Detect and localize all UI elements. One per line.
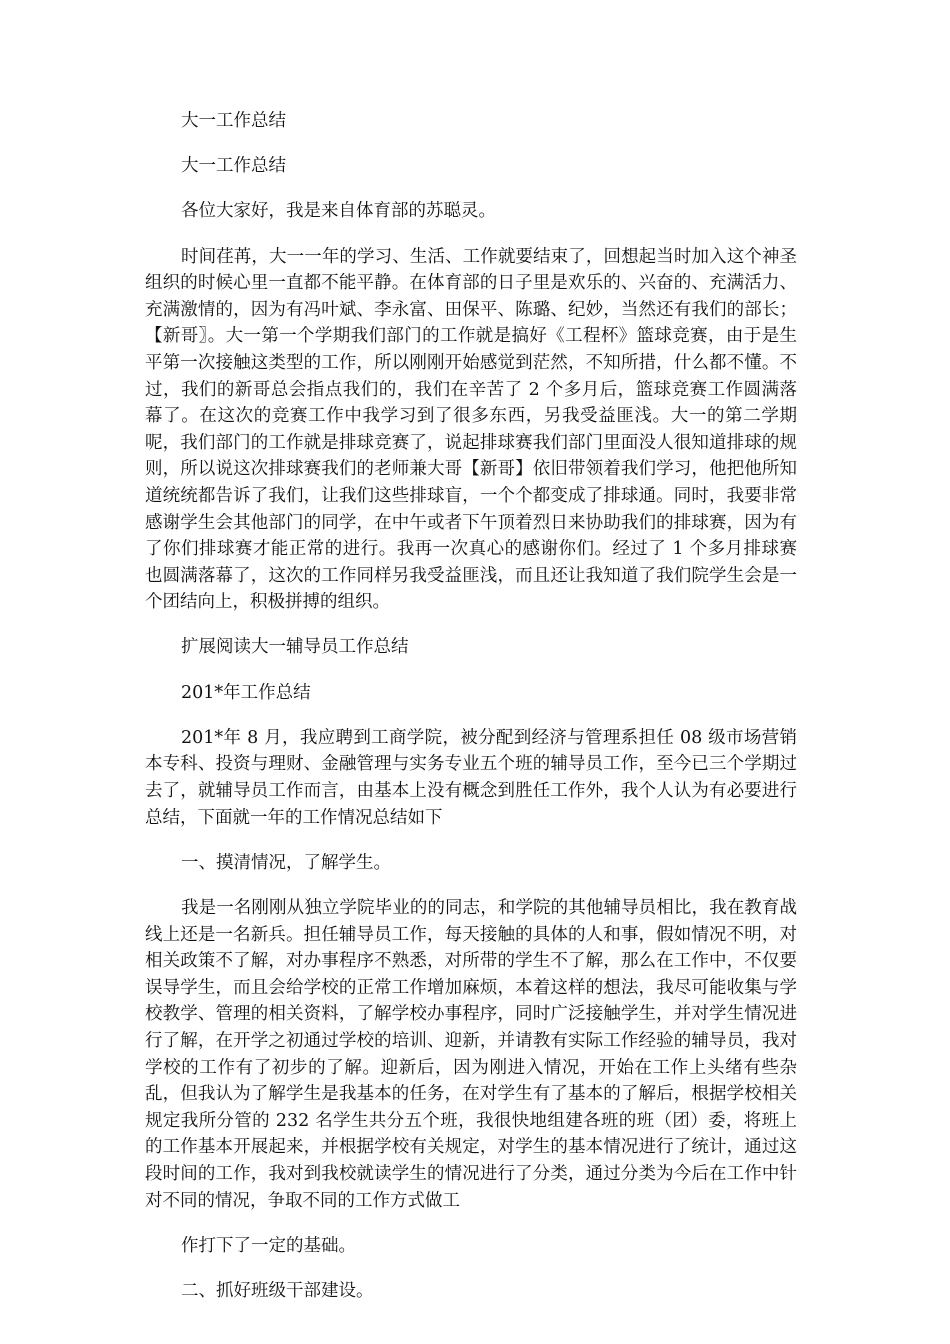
- section-title: 大一工作总结: [181, 156, 286, 177]
- body-paragraph: 我是一名刚刚从独立学院毕业的的同志，和学院的其他辅导员相比，我在教育战线上还是一名新兵。担任辅导员工作，每天接触的具体的人和事，假如情况不明，对相关政策不了解，对办事程序不熟悉，对所带的学生不了解，那么在工作中，不仅要误导学生，而且会给学校的正常工作增加麻烦，本着这样的想法，我尽可能收集与学校教学、管理的相关资料，了解学校办事程序，同时广泛接触学生，并对学生情况进行了解，在开学之初通过学校的培训、迎新，并请教有实际工作经验的辅导员，我对学校的工作有了初步的了解。迎新后，因为刚进入情况，开始在工作上头绪有些杂乱，但我认为了解学生是我基本的任务，在对学生有了基本的了解后，根据学校相关规定我所分管的 232 名学生共分五个班，我很快地组建各班的班（团）委，将班上的工作基本开展起来，并根据学校有关规定，对学生的基本情况进行了统计，通过这段时间的工作，我对到我校就读学生的情况进行了分类，通过分类为今后在工作中针对不同的情况，争取不同的工作方式做工: [145, 898, 797, 1211]
- body-paragraph: 时间荏苒，大一一年的学习、生活、工作就要结束了，回想起当时加入这个神圣组织的时候心里一直都不能平静。在体育部的日子里是欢乐的、兴奋的、充满活力、充满激情的，因为有冯叶斌、李永富、田保平、陈璐、纪妙，当然还有我们的部长；【新哥〗。大一第一个学期我们部门的工作就是搞好《工程杯》篮球竞赛，由于是生平第一次接触这类型的工作，所以刚刚开始感觉到茫然，不知所措，什么都不懂。不过，我们的新哥总会指点我们的，我们在辛苦了 2 个多月后，篮球竞赛工作圆满落幕了。在这次的竞赛工作中我学习到了很多东西，另我受益匪浅。大一的第二学期呢，我们部门的工作就是排球竞赛了，说起排球赛我们部门里面没人很知道排球的规则，所以说这次排球赛我们的老师兼大哥【新哥】依旧带领着我们学习，他把他所知道统统都告诉了我们，让我们这些排球盲，一个个都变成了排球通。同时，我要非常感谢学生会其他部门的同学，在中午或者下午顶着烈日来协助我们的排球赛，因为有了你们排球赛才能正常的进行。我再一次真心的感谢你们。经过了 1 个多月排球赛也圆满落幕了，这次的工作同样另我受益匪浅，而且还让我知道了我们院学生会是一个团结向上，积极拼搏的组织。: [145, 246, 797, 613]
- document-title: 大一工作总结: [181, 111, 286, 131]
- greeting-paragraph: 各位大家好，我是来自体育部的苏聪灵。: [181, 201, 496, 222]
- document-body: [145, 108, 797, 1323]
- year-summary-heading: 201*年工作总结: [181, 682, 311, 703]
- body-paragraph: 201*年 8 月，我应聘到工商学院，被分配到经济与管理系担任 08 级市场营销本专科、投资与理财、金融管理与实务专业五个班的辅导员工作，至今已三个学期过去了，就辅导员工作而言，由基本上没有概念到胜任工作外，我个人认为有必要进行总结，下面就一年的工作情况总结如下: [145, 727, 797, 828]
- body-paragraph-continuation: 作打下了一定的基础。: [181, 1235, 356, 1256]
- extended-reading-heading: 扩展阅读大一辅导员工作总结: [181, 637, 409, 658]
- section-heading-1: 一、摸清情况，了解学生。: [181, 852, 391, 873]
- section-heading-2: 二、抓好班级干部建设。: [181, 1280, 374, 1301]
